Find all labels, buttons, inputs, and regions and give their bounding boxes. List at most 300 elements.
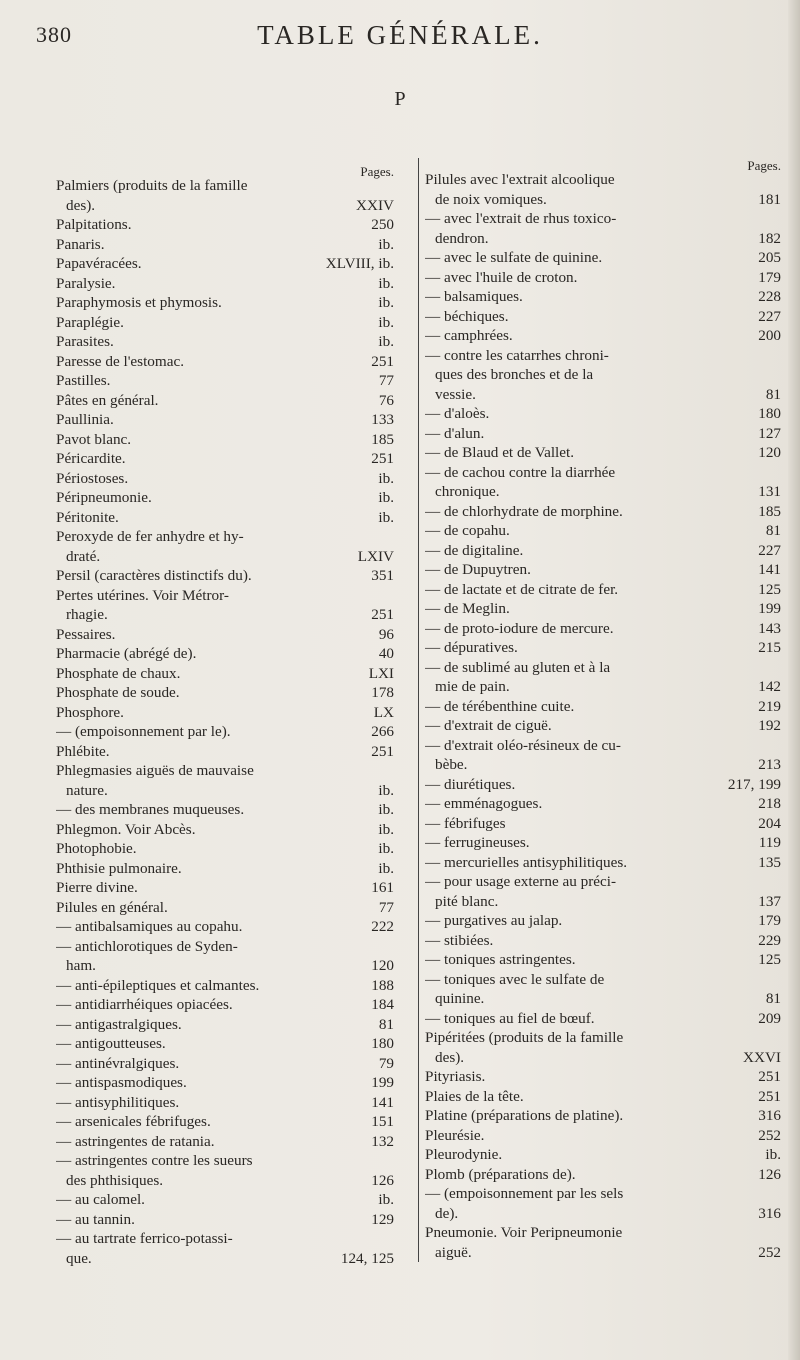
index-entry-line	[56, 1171, 394, 1191]
index-entry	[425, 307, 781, 327]
index-entry	[425, 775, 781, 795]
index-page-ref: 217, 199	[727, 775, 781, 793]
index-page-ref: 227	[758, 541, 781, 559]
index-entry-text: Panaris.	[56, 235, 105, 253]
page-edge	[788, 0, 800, 1360]
index-entry-line	[425, 1145, 781, 1165]
index-entry-line	[56, 410, 394, 430]
index-entry-text: — de proto-iodure de mercure.	[425, 619, 614, 637]
index-entry-text: — de digitaline.	[425, 541, 524, 559]
index-page-ref: XXVI	[743, 1048, 781, 1066]
index-entry	[56, 800, 394, 820]
index-page-ref: 250	[371, 216, 394, 233]
index-entry	[56, 1229, 394, 1268]
index-entry-text: ham.	[66, 957, 96, 974]
index-entry-line	[56, 605, 394, 625]
index-entry	[425, 736, 781, 775]
index-entry-text: Péritonite.	[56, 508, 119, 526]
index-entry	[56, 722, 394, 742]
index-entry-line	[56, 898, 394, 918]
index-entry-text: aiguë.	[435, 1243, 472, 1261]
page-number: 380	[36, 22, 72, 47]
index-entry-text: — toniques astringentes.	[425, 951, 576, 968]
index-entry-text: quinine.	[435, 990, 485, 1007]
index-entry-line	[425, 365, 781, 385]
index-page-ref: 218	[758, 795, 781, 812]
index-entry-text: Pierre divine.	[56, 879, 138, 896]
index-entry-text: — d'extrait oléo-résineux de cu-	[425, 736, 621, 754]
index-entry-text: Paullinia.	[56, 411, 114, 428]
index-page-ref: 151	[371, 1113, 394, 1130]
index-page-ref: 180	[758, 405, 781, 422]
index-entry-line	[425, 385, 781, 405]
index-entry	[425, 638, 781, 658]
index-entry	[56, 566, 394, 586]
index-entry-line	[56, 1190, 394, 1210]
index-entry-line	[425, 326, 781, 346]
index-entry	[425, 443, 781, 463]
index-page-ref: 227	[758, 307, 781, 325]
index-page-ref: ib.	[378, 859, 394, 877]
index-entry-text: — balsamiques.	[425, 288, 523, 305]
index-page-ref: ib.	[378, 235, 394, 253]
index-entry	[56, 976, 394, 996]
index-entry-text: — de cachou contre la diarrhée	[425, 463, 616, 481]
index-page-ref: 127	[758, 424, 781, 442]
index-entry-line	[425, 248, 781, 268]
index-entry-text: Plaies de la tête.	[425, 1087, 524, 1105]
section-letter: P	[394, 88, 406, 110]
index-entry-text: — (empoisonnement par le).	[56, 723, 231, 740]
index-entry-text: Pertes utérines. Voir Métror-	[56, 586, 229, 604]
index-entry-line	[56, 215, 394, 235]
index-entry-line	[56, 352, 394, 372]
index-entry-text: — de copahu.	[425, 522, 510, 539]
index-entry	[425, 697, 781, 717]
index-entry	[56, 1015, 394, 1035]
index-entry-text: — au tannin.	[56, 1210, 135, 1228]
index-entry	[56, 254, 394, 274]
index-entry-line	[425, 658, 781, 678]
index-entry-text: — antisyphilitiques.	[56, 1093, 180, 1111]
index-entry-line	[425, 814, 781, 834]
running-title: TABLE GÉNÉRALE.	[257, 20, 543, 50]
index-entry	[56, 488, 394, 508]
index-entry-line	[425, 1204, 781, 1224]
index-entry-line	[425, 833, 781, 853]
index-entry	[56, 293, 394, 313]
index-entry	[425, 1087, 781, 1107]
index-page-ref: ib.	[378, 274, 394, 292]
index-entry-line	[56, 1112, 394, 1132]
index-entry-line	[56, 488, 394, 508]
index-entry-text: Phlébite.	[56, 742, 110, 760]
index-entry-text: — antigastralgiques.	[56, 1015, 182, 1033]
index-entry-line	[56, 722, 394, 742]
index-entry	[425, 1067, 781, 1087]
index-entry	[56, 332, 394, 352]
index-entry-line	[56, 976, 394, 996]
index-entry-text: Pityriasis.	[425, 1068, 486, 1085]
index-page-ref: 179	[758, 268, 781, 286]
index-entry-text: des).	[66, 196, 96, 214]
index-page-ref: 213	[758, 756, 781, 773]
index-entry-line	[56, 586, 394, 606]
index-entry-line	[425, 677, 781, 697]
index-entry-line	[425, 775, 781, 795]
index-entry-text: Phosphate de soude.	[56, 684, 180, 701]
index-entry-line	[425, 580, 781, 600]
index-entry-text: Photophobie.	[56, 840, 137, 857]
index-entry	[56, 1151, 394, 1190]
index-page-ref: 192	[758, 717, 781, 734]
index-entry	[56, 937, 394, 976]
index-entry-text: pité blanc.	[435, 892, 499, 910]
index-page-ref: 251	[758, 1068, 781, 1085]
index-page-ref: 135	[758, 853, 781, 871]
index-entry-line	[425, 502, 781, 522]
index-entry-line	[425, 1067, 781, 1087]
index-entry	[425, 658, 781, 697]
index-entry-text: bèbe.	[435, 756, 468, 773]
index-entry	[56, 508, 394, 528]
index-entry-text: ques des bronches et de la	[435, 366, 594, 383]
index-page-ref: 161	[371, 879, 394, 896]
index-entry	[56, 761, 394, 800]
index-entry	[425, 853, 781, 873]
index-page-ref: 251	[371, 742, 394, 760]
index-entry	[425, 970, 781, 1009]
index-entry-line	[425, 755, 781, 775]
index-page-ref: 251	[371, 450, 394, 467]
index-entry-line	[56, 664, 394, 684]
index-entry	[56, 586, 394, 625]
index-entry-line	[56, 176, 394, 196]
index-entry-text: — de Dupuytren.	[425, 561, 531, 578]
index-page-ref: 182	[758, 229, 781, 247]
index-entry-text: Paraphymosis et phymosis.	[56, 294, 222, 311]
index-entry-line	[425, 268, 781, 288]
index-entry-line	[56, 332, 394, 352]
index-entry-text: — de sublimé au gluten et à la	[425, 658, 611, 676]
index-column-right	[418, 158, 781, 1262]
index-page-ref: 141	[758, 561, 781, 578]
index-entry-text: — au tartrate ferrico-potassi-	[56, 1230, 233, 1247]
index-page-ref: 251	[758, 1087, 781, 1105]
index-entry	[425, 1126, 781, 1146]
index-entry-line	[56, 937, 394, 957]
index-entry-text: Pilules avec l'extrait alcoolique	[425, 171, 615, 188]
index-entry-line	[425, 170, 781, 190]
index-entry	[425, 794, 781, 814]
index-entry	[425, 502, 781, 522]
index-entry-line	[56, 1093, 394, 1113]
index-entry-text: Phthisie pulmonaire.	[56, 859, 182, 877]
index-entry-line	[56, 469, 394, 489]
index-entry-text: — (empoisonnement par les sels	[425, 1185, 624, 1202]
index-entry	[56, 644, 394, 664]
index-page-ref: 81	[765, 385, 781, 403]
index-entry	[56, 742, 394, 762]
index-entry-line	[425, 697, 781, 717]
index-entry-line	[425, 931, 781, 951]
index-entry-text: — camphrées.	[425, 327, 513, 344]
index-entry-text: Périostoses.	[56, 469, 129, 487]
index-entry-text: — mercurielles antisyphilitiques.	[425, 853, 628, 871]
index-entry	[56, 235, 394, 255]
index-entry	[56, 313, 394, 333]
index-entry	[56, 820, 394, 840]
index-page-ref: 266	[371, 723, 394, 740]
index-entry-line	[425, 1087, 781, 1107]
index-entry-text: Phlegmasies aiguës de mauvaise	[56, 762, 254, 779]
index-page-ref: ib.	[378, 489, 394, 506]
index-page-ref: 179	[758, 912, 781, 929]
index-entry-line	[425, 307, 781, 327]
index-page-ref: 215	[758, 639, 781, 656]
index-entry-line	[425, 950, 781, 970]
index-entry-line	[56, 196, 394, 216]
index-entry-line	[56, 527, 394, 547]
index-entry	[425, 931, 781, 951]
index-entry-line	[425, 989, 781, 1009]
index-entry-line	[56, 254, 394, 274]
index-entry-text: de noix vomiques.	[435, 190, 547, 208]
index-entry-line	[425, 619, 781, 639]
index-entry-text: Persil (caractères distinctifs du).	[56, 567, 252, 584]
index-entry-text: mie de pain.	[435, 678, 510, 695]
index-entry	[425, 814, 781, 834]
index-entry-line	[56, 1132, 394, 1152]
index-entry	[56, 1093, 394, 1113]
index-page-ref: 251	[371, 606, 394, 623]
index-entry-line	[56, 313, 394, 333]
index-page-ref: 132	[371, 1132, 394, 1150]
index-entry	[56, 274, 394, 294]
index-page-ref: ib.	[378, 1191, 394, 1208]
index-entry-line	[56, 878, 394, 898]
index-entry	[425, 833, 781, 853]
index-entry	[425, 872, 781, 911]
index-entry-line	[56, 995, 394, 1015]
index-page-ref: ib.	[378, 313, 394, 331]
index-entry-line	[56, 625, 394, 645]
index-entry-line	[56, 742, 394, 762]
index-page-ref: 126	[371, 1171, 394, 1189]
index-entry-text: — antinévralgiques.	[56, 1054, 180, 1072]
index-page-ref: 185	[758, 502, 781, 520]
index-entry-text: Phosphate de chaux.	[56, 664, 181, 682]
index-entry-text: — des membranes muqueuses.	[56, 801, 245, 818]
index-entry-text: — d'alun.	[425, 424, 485, 442]
index-page-ref: 120	[371, 957, 394, 974]
index-entry-line	[425, 190, 781, 210]
index-entry-line	[425, 638, 781, 658]
index-entry-text: Palmiers (produits de la famille	[56, 177, 248, 194]
index-entry-line	[56, 1034, 394, 1054]
index-entry	[425, 541, 781, 561]
index-page-ref: ib.	[378, 781, 394, 799]
index-entry	[56, 1190, 394, 1210]
index-entry-text: Pleurodynie.	[425, 1146, 503, 1163]
index-entry	[425, 911, 781, 931]
index-entry-line	[56, 1249, 394, 1269]
index-entry-text: que.	[66, 1249, 92, 1267]
index-page-ref: 131	[758, 483, 781, 500]
index-entry	[56, 352, 394, 372]
index-page-ref: 178	[371, 684, 394, 701]
index-entry-line	[425, 716, 781, 736]
index-page-ref: XXIV	[356, 196, 394, 214]
index-page-ref: 199	[758, 600, 781, 617]
index-page-ref: 40	[378, 645, 394, 662]
index-entry-text: — dépuratives.	[425, 639, 518, 656]
index-entry-text: — béchiques.	[425, 307, 509, 325]
index-page-ref: 316	[758, 1107, 781, 1124]
index-entry-text: Paresse de l'estomac.	[56, 352, 184, 370]
index-entry	[425, 287, 781, 307]
index-entry-text: des).	[435, 1048, 465, 1066]
index-page-ref: 205	[758, 249, 781, 266]
index-entry-text: Pilules en général.	[56, 898, 168, 916]
index-page-ref: ib.	[378, 469, 394, 487]
index-entry-text: — toniques avec le sulfate de	[425, 970, 605, 988]
index-entry	[425, 404, 781, 424]
index-page-ref: 143	[758, 619, 781, 637]
index-entry-text: draté.	[66, 547, 101, 565]
index-entry-line	[56, 371, 394, 391]
index-column-left	[56, 164, 394, 1268]
index-entry-text: Papavéracées.	[56, 255, 142, 272]
index-entry-text: — antichlorotiques de Syden-	[56, 937, 238, 955]
index-entry	[425, 1009, 781, 1029]
index-entry-line	[56, 683, 394, 703]
index-page-ref: 251	[371, 352, 394, 370]
index-page-ref: 124, 125	[340, 1249, 394, 1267]
index-entry-line	[425, 1028, 781, 1048]
index-entry-text: — ferrugineuses.	[425, 834, 530, 851]
index-entry-text: — emménagogues.	[425, 795, 543, 812]
index-entry-line	[425, 424, 781, 444]
index-page-ref: ib.	[378, 840, 394, 857]
index-entry-line	[56, 800, 394, 820]
index-entry	[425, 209, 781, 248]
index-entry-line	[425, 736, 781, 756]
index-entry	[56, 449, 394, 469]
index-entry-text: — astringentes contre les sueurs	[56, 1152, 253, 1169]
index-page-ref: 180	[371, 1035, 394, 1052]
index-entry-text: Peroxyde de fer anhydre et hy-	[56, 528, 244, 545]
index-page-ref: 142	[758, 678, 781, 695]
index-entry-line	[425, 1223, 781, 1243]
index-entry-line	[56, 1210, 394, 1230]
index-entry-text: — de Meglin.	[425, 600, 510, 617]
index-entry	[56, 898, 394, 918]
index-entry	[425, 1184, 781, 1223]
index-entry-line	[56, 293, 394, 313]
index-entry	[56, 683, 394, 703]
index-entry-text: Pâtes en général.	[56, 391, 159, 409]
index-entry-line	[56, 761, 394, 781]
index-entry-text: — d'extrait de ciguë.	[425, 717, 552, 734]
index-page-ref: 229	[758, 931, 781, 949]
index-page-ref: 181	[758, 190, 781, 208]
index-entry	[425, 346, 781, 405]
index-entry-line	[56, 781, 394, 801]
index-entry	[56, 1034, 394, 1054]
index-entry-line	[56, 391, 394, 411]
index-entry	[425, 1223, 781, 1262]
index-page-ref: LXI	[368, 664, 394, 682]
index-entry-text: vessie.	[435, 385, 476, 403]
index-page-ref: 351	[371, 567, 394, 584]
index-entry-line	[425, 1165, 781, 1185]
index-entry-text: Pharmacie (abrégé de).	[56, 645, 197, 662]
index-page-ref: 96	[378, 625, 394, 643]
index-page-ref: 119	[758, 834, 781, 851]
index-entry	[425, 1145, 781, 1165]
index-page-ref: 125	[758, 951, 781, 968]
index-page-ref: ib.	[378, 294, 394, 311]
index-page-ref: ib.	[765, 1146, 781, 1163]
index-entry	[56, 176, 394, 215]
index-entry-line	[425, 1048, 781, 1068]
index-entry-text: Pastilles.	[56, 372, 111, 389]
index-entry	[56, 527, 394, 566]
index-page-ref: LXIV	[357, 547, 394, 565]
index-entry	[56, 1073, 394, 1093]
index-entry-text: — anti-épileptiques et calmantes.	[56, 976, 260, 994]
index-entry-line	[425, 560, 781, 580]
index-entry	[425, 463, 781, 502]
index-entry	[56, 1112, 394, 1132]
index-entry-line	[56, 547, 394, 567]
index-list-right	[425, 170, 781, 1262]
index-page-ref: 81	[765, 990, 781, 1007]
index-entry	[56, 995, 394, 1015]
index-entry-line	[56, 1151, 394, 1171]
index-entry-line	[425, 209, 781, 229]
index-entry-text: — avec l'extrait de rhus toxico-	[425, 210, 617, 227]
index-entry-line	[425, 599, 781, 619]
index-page-ref: 120	[758, 444, 781, 461]
index-entry-line	[425, 794, 781, 814]
index-entry-text: Palpitations.	[56, 216, 132, 233]
index-entry-text: — de lactate et de citrate de fer.	[425, 580, 619, 598]
index-entry	[425, 1028, 781, 1067]
index-entry-line	[425, 346, 781, 366]
index-entry	[425, 268, 781, 288]
index-entry	[425, 950, 781, 970]
index-entry-text: Pleurésie.	[425, 1126, 485, 1144]
index-entry-text: de).	[435, 1204, 459, 1222]
index-entry-line	[56, 1073, 394, 1093]
index-page-ref: 76	[378, 391, 394, 409]
index-entry-text: — antigoutteuses.	[56, 1035, 166, 1052]
index-entry	[425, 716, 781, 736]
index-entry-line	[425, 404, 781, 424]
index-entry	[425, 1165, 781, 1185]
index-entry	[425, 1106, 781, 1126]
index-entry	[56, 664, 394, 684]
index-entry-line	[425, 1106, 781, 1126]
index-entry-line	[425, 911, 781, 931]
index-entry-text: — antispasmodiques.	[56, 1074, 187, 1091]
index-entry-text: Pavot blanc.	[56, 430, 132, 448]
index-page-ref: 209	[758, 1009, 781, 1027]
column-heading-right: Pages.	[747, 158, 781, 173]
index-entry-text: Péricardite.	[56, 450, 126, 467]
